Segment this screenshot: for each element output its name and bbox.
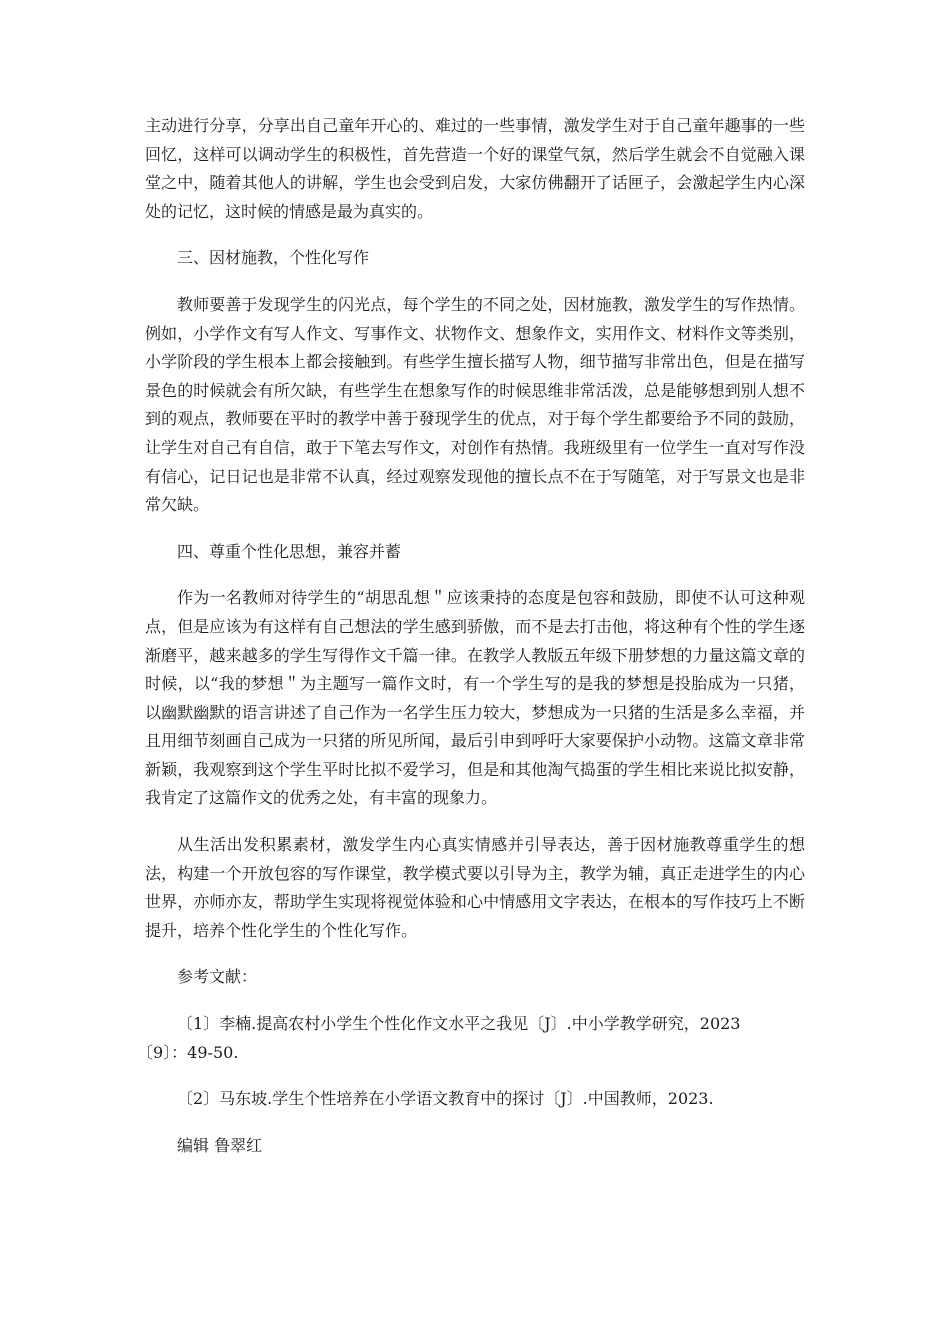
reference-item-2: 〔2〕马东坡.学生个性培养在小学语文教育中的探讨〔J〕.中国教师，2023. xyxy=(177,1089,714,1109)
paragraph-intro-continued: 主动进行分享，分享出自己童年开心的、难过的一些事情，激发学生对于自己童年趣事的一些回忆，这样可以调动学生的积极性，首先营造一个好的课堂气氛，然后学生就会不自觉融入课堂之中，随着其他人的讲解，学生也会受到启发，大家仿佛翻开了话匣子，会激起学生内心深处的记忆，这时候的情感是最为真实的。 xyxy=(145,116,805,221)
references-title: 参考文献： xyxy=(177,967,258,987)
paragraph-section-3: 教师要善于发现学生的闪光点，每个学生的不同之处，因材施教，激发学生的写作热情。例如，小学作文有写人作文、写事作文、状物作文、想象作文，实用作文、材料作文等类别，小学阶段的学生根本上都会接触到。有些学生擅长描写人物，细节描写非常出色，但是在描写景色的时候就会有所欠缺，有些学生在想象写作的时候思维非常活泼，总是能够想到别人想不到的观点，教师要在平时的教学中善于發现学生的优点，对于每个学生都要给予不同的鼓励，让学生对自己有自信，敢于下笔去写作文，对创作有热情。我班级里有一位学生一直对写作没有信心，记日记也是非常不认真，经过观察发现他的擅长点不在于写随笔，对于写景文也是非常欠缺。 xyxy=(145,294,805,515)
editor-credit: 编辑 鲁翠红 xyxy=(177,1135,263,1155)
paragraph-section-4: 作为一名教师对待学生的“胡思乱想＂应该秉持的态度是包容和鼓励，即使不认可这种观点，但是应该为有这样有自己想法的学生感到骄傲，而不是去打击他，将这种有个性的学生逐渐磨平，越来越多的学生写得作文千篇一律。在教学人教版五年级下册梦想的力量这篇文章的时候，以“我的梦想＂为主题写一篇作文时，有一个学生写的是我的梦想是投胎成为一只猪，以幽默幽默的语言讲述了自己作为一名学生压力较大，梦想成为一只猪的生活是多么幸福，并且用细节刻画自己成为一只猪的所见所闻，最后引申到呼吁大家要保护小动物。这篇文章非常新颖，我观察到这个学生平时比拟不爱学习，但是和其他淘气捣蛋的学生相比来说比拟安静，我肯定了这篇作文的优秀之处，有丰富的现象力。 xyxy=(145,588,805,808)
reference-item-1 xyxy=(137,1010,805,1067)
reference-1-line-1: 〔1〕李楠.提高农村小学生个性化作文水平之我见〔J〕.中小学教学研究，2023 xyxy=(177,1014,741,1034)
section-heading-4: 四、尊重个性化思想，兼容并蓄 xyxy=(177,541,402,561)
reference-1-line-2: 〔9〕：49-50. xyxy=(137,1042,239,1062)
paragraph-conclusion: 从生活出发积累素材，激发学生内心真实情感并引导表达，善于因材施教尊重学生的想法，构建一个开放包容的写作课堂，教学模式要以引导为主，教学为辅，真正走进学生的内心世界，亦师亦友，帮助学生实现将视觉体验和心中情感用文字表达，在根本的写作技巧上不断提升，培养个性化学生的个性化写作。 xyxy=(145,835,805,940)
article-page xyxy=(137,112,805,1160)
section-heading-3: 三、因材施教，个性化写作 xyxy=(177,248,370,268)
